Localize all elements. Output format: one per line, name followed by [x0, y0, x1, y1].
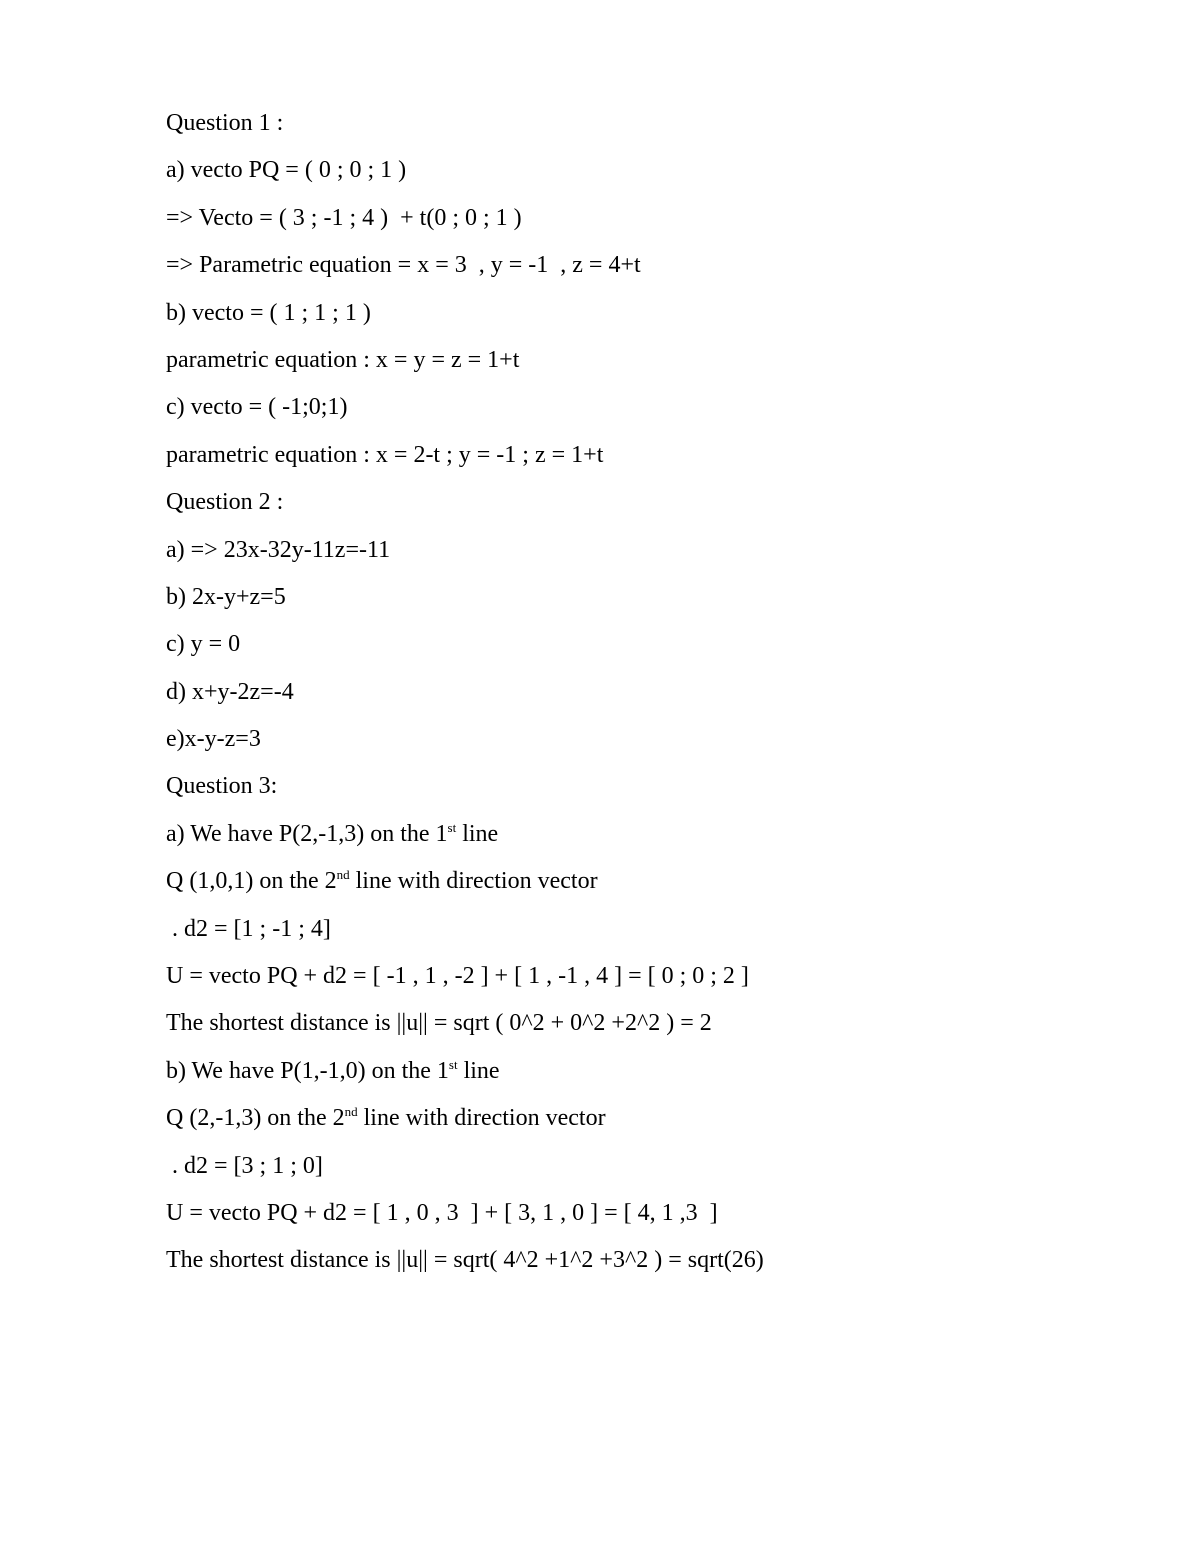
q3a-point-p-text: a) We have P(2,-1,3) on the 1: [166, 820, 448, 847]
q3a-point-q-tail: line with direction vector: [349, 868, 598, 895]
q3-part-a-vector-sum: U = vecto PQ + d2 = [ -1 , 1 , -2 ] + [ 1 , -1 , 4 ] = [ 0 ; 0 ; 2 ]: [166, 963, 749, 990]
q1-part-b-vector: b) vecto = ( 1 ; 1 ; 1 ): [166, 299, 371, 326]
q3-part-b-vector-sum: U = vecto PQ + d2 = [ 1 , 0 , 3 ] + [ 3, 1 , 0 ] = [ 4, 1 ,3 ]: [166, 1199, 718, 1226]
ordinal-suffix: nd: [344, 1104, 358, 1120]
ordinal-suffix: nd: [336, 867, 350, 883]
q3-part-b-direction-vector: . d2 = [3 ; 1 ; 0]: [166, 1152, 323, 1179]
document-body: [166, 108, 1126, 1293]
question-3-heading: Question 3:: [166, 773, 278, 800]
q1-part-c-parametric-equation: parametric equation : x = 2-t ; y = -1 ; z = 1+t: [166, 441, 604, 468]
q2-part-c: c) y = 0: [166, 631, 241, 658]
q1-part-a-vector-equation: => Vecto = ( 3 ; -1 ; 4 ) + t(0 ; 0 ; 1 ): [166, 204, 522, 231]
q3a-point-p-tail: line: [456, 820, 499, 847]
q3b-point-p-text: b) We have P(1,-1,0) on the 1: [166, 1057, 449, 1084]
q1-part-c-vector: c) vecto = ( -1;0;1): [166, 394, 348, 421]
ordinal-suffix: st: [447, 819, 457, 835]
q3-part-a-direction-vector: . d2 = [1 ; -1 ; 4]: [166, 915, 331, 942]
q3-part-a-point-p: [166, 819, 1126, 866]
q3b-point-p-tail: line: [457, 1057, 500, 1084]
q3-part-b-shortest-distance: The shortest distance is ||u|| = sqrt( 4^2 +1^2 +3^2 ) = sqrt(26): [166, 1247, 764, 1274]
q1-part-a-parametric-equation: => Parametric equation = x = 3 , y = -1 , z = 4+t: [166, 252, 641, 279]
ordinal-suffix: st: [448, 1056, 458, 1072]
q3-part-b-point-q: [166, 1103, 1126, 1150]
q2-part-b: b) 2x-y+z=5: [166, 583, 286, 610]
q2-part-d: d) x+y-2z=-4: [166, 678, 294, 705]
q2-part-a: a) => 23x-32y-11z=-11: [166, 536, 391, 563]
q1-part-a-vector: a) vecto PQ = ( 0 ; 0 ; 1 ): [166, 157, 407, 184]
q2-part-e: e)x-y-z=3: [166, 726, 261, 753]
question-2-heading: Question 2 :: [166, 489, 284, 516]
q3-part-a-point-q: [166, 866, 1126, 913]
q3a-point-q-text: Q (1,0,1) on the 2: [166, 868, 337, 895]
q3b-point-q-tail: line with direction vector: [357, 1105, 606, 1132]
question-1-heading: Question 1 :: [166, 110, 284, 136]
q1-part-b-parametric-equation: parametric equation : x = y = z = 1+t: [166, 346, 520, 373]
q3b-point-q-text: Q (2,-1,3) on the 2: [166, 1105, 345, 1132]
q3-part-a-shortest-distance: The shortest distance is ||u|| = sqrt ( 0^2 + 0^2 +2^2 ) = 2: [166, 1010, 712, 1037]
q3-part-b-point-p: [166, 1056, 1126, 1103]
